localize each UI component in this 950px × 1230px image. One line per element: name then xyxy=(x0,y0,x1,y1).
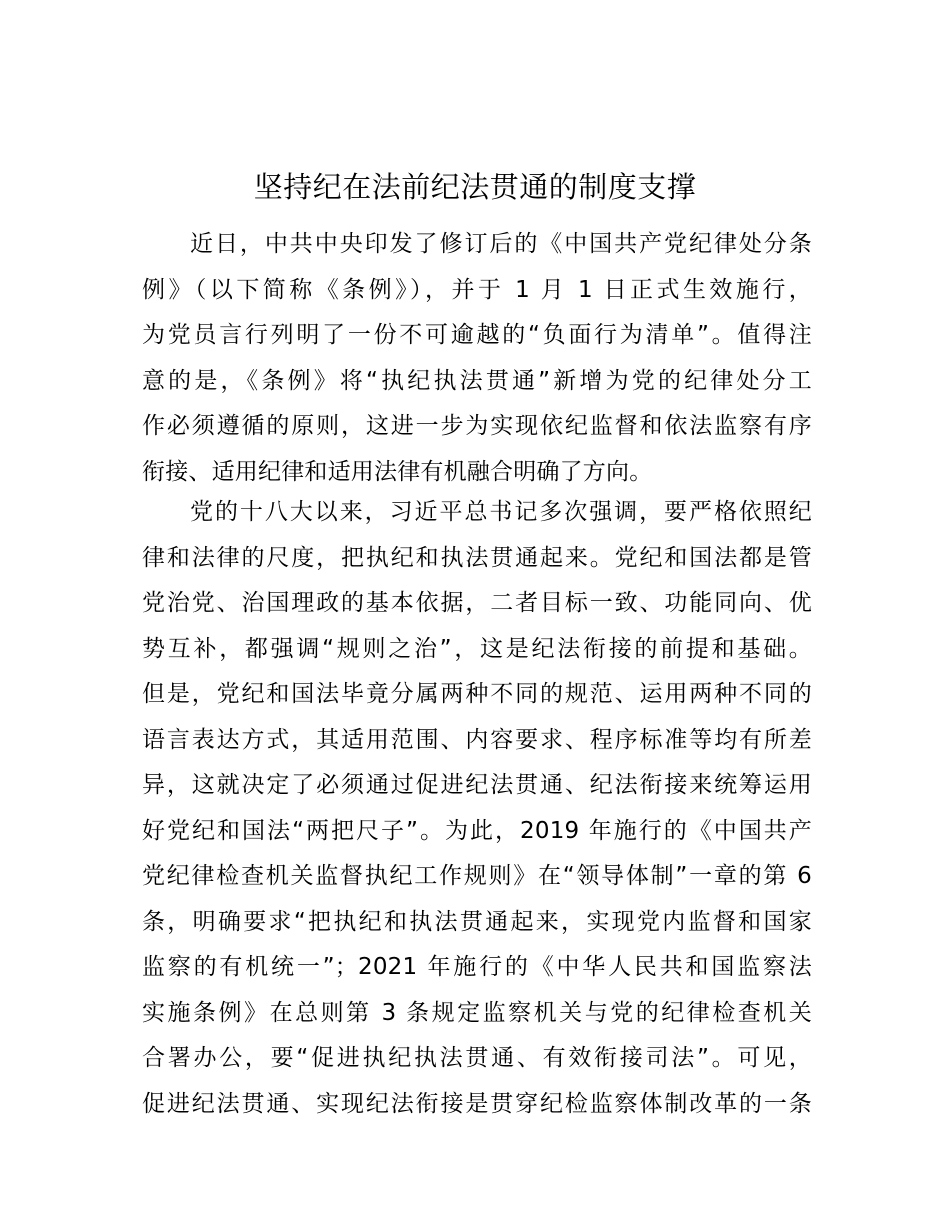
paragraph-line: 合署办公，要“促进执纪执法贯通、有效衔接司法”。可见， xyxy=(142,1045,812,1071)
paragraph-line: 异，这就决定了必须通过促进纪法贯通、纪法衔接来统筹运用 xyxy=(142,772,812,798)
paragraph-line: 但是，党纪和国法毕竟分属两种不同的规范、运用两种不同的 xyxy=(142,681,812,707)
paragraph-line: 党纪律检查机关监督执纪工作规则》在“领导体制”一章的第 6 xyxy=(142,863,812,889)
paragraph-line: 党的十八大以来，习近平总书记多次强调，要严格依照纪 xyxy=(190,499,812,525)
paragraph-line: 条，明确要求“把执纪和执法贯通起来，实现党内监督和国家 xyxy=(142,908,812,935)
paragraph-line: 律和法律的尺度，把执纪和执法贯通起来。党纪和国法都是管 xyxy=(142,544,812,571)
paragraph-line: 作必须遵循的原则，这进一步为实现依纪监督和依法监察有序 xyxy=(142,413,812,439)
paragraph-line: 监察的有机统一”；2021 年施行的《中华人民共和国监察法 xyxy=(142,954,812,980)
paragraph-1 xyxy=(142,222,812,495)
paragraph-line: 党治党、治国理政的基本依据，二者目标一致、功能同向、优 xyxy=(142,590,812,616)
paragraph-line: 实施条例》在总则第 3 条规定监察机关与党的纪律检查机关 xyxy=(142,999,812,1026)
paragraph-line: 近日，中共中央印发了修订后的《中国共产党纪律处分条 xyxy=(190,231,812,257)
paragraph-line: 例》（以下简称《条例》），并于 1 月 1 日正式生效施行， xyxy=(142,276,812,303)
paragraph-line: 意的是，《条例》将“执纪执法贯通”新增为党的纪律处分工 xyxy=(142,367,812,394)
paragraph-line: 好党纪和国法“两把尺子”。为此，2019 年施行的《中国共产 xyxy=(142,817,812,844)
paragraph-line: 衔接、适用纪律和适用法律有机融合明确了方向。 xyxy=(142,458,653,485)
document-title: 坚持纪在法前纪法贯通的制度支撑 xyxy=(253,170,697,204)
paragraph-line: 势互补，都强调“规则之治”，这是纪法衔接的前提和基础。 xyxy=(142,635,812,662)
paragraph-line: 语言表达方式，其适用范围、内容要求、程序标准等均有所差 xyxy=(142,726,812,753)
paragraph-2 xyxy=(142,490,812,1127)
paragraph-line: 为党员言行列明了一份不可逾越的“负面行为清单”。值得注 xyxy=(142,322,812,348)
paragraph-line: 促进纪法贯通、实现纪法衔接是贯穿纪检监察体制改革的一条 xyxy=(142,1090,812,1117)
